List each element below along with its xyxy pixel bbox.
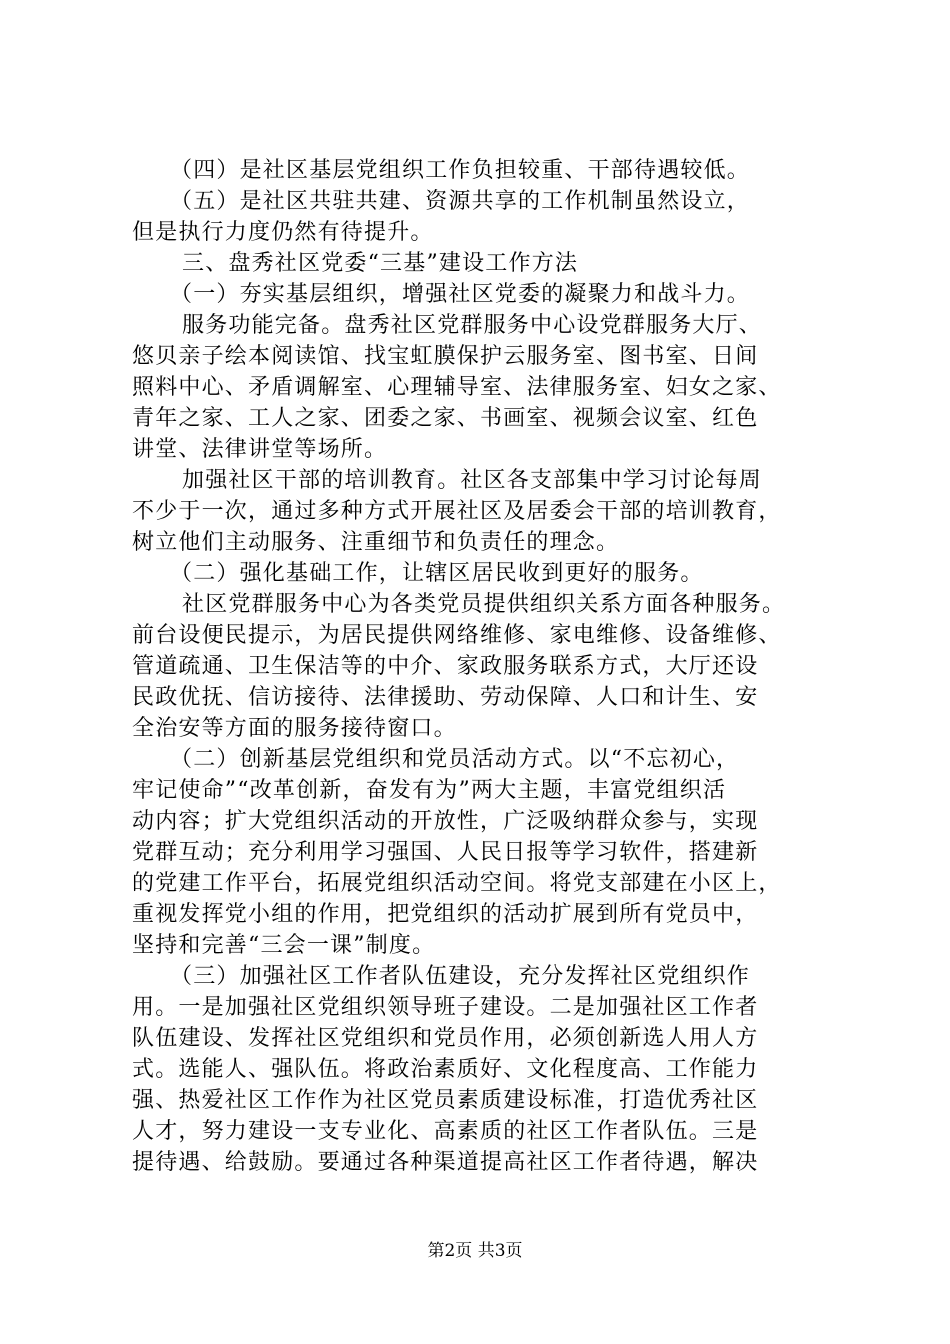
section-heading: 三、盘秀社区党委“三基”建设工作方法 bbox=[182, 251, 579, 276]
paragraph-line: 强、热爱社区工作作为社区党员素质建设标准，打造优秀社区 bbox=[132, 1088, 759, 1113]
paragraph-line: 用。一是加强社区党组织领导班子建设。二是加强社区工作者 bbox=[132, 995, 759, 1020]
paragraph-line: 动内容；扩大党组织活动的开放性，广泛吸纳群众参与，实现 bbox=[132, 809, 759, 834]
paragraph-line: 式。选能人、强队伍。将政治素质好、文化程度高、工作能力 bbox=[132, 1057, 759, 1082]
paragraph-line: 青年之家、工人之家、团委之家、书画室、视频会议室、红色 bbox=[132, 406, 759, 431]
paragraph-line: 民政优抚、信访接待、法律援助、劳动保障、人口和计生、安 bbox=[132, 685, 759, 710]
paragraph-line: （三）加强社区工作者队伍建设，充分发挥社区党组织作 bbox=[170, 964, 751, 989]
paragraph-line: 管道疏通、卫生保洁等的中介、家政服务联系方式，大厅还设 bbox=[132, 654, 759, 679]
paragraph-line: 照料中心、矛盾调解室、心理辅导室、法律服务室、妇女之家、 bbox=[132, 375, 782, 400]
paragraph-line: （五）是社区共驻共建、资源共享的工作机制虽然设立， bbox=[170, 189, 751, 214]
paragraph-line: 加强社区干部的培训教育。社区各支部集中学习讨论每周 bbox=[182, 468, 763, 493]
paragraph-line: 树立他们主动服务、注重细节和负责任的理念。 bbox=[132, 530, 620, 555]
paragraph-line: 但是执行力度仍然有待提升。 bbox=[132, 220, 434, 245]
paragraph-line: （二）创新基层党组织和党员活动方式。以“不忘初心， bbox=[170, 747, 740, 772]
paragraph-line: 提待遇、给鼓励。要通过各种渠道提高社区工作者待遇，解决 bbox=[132, 1150, 759, 1175]
paragraph-line: 服务功能完备。盘秀社区党群服务中心设党群服务大厅、 bbox=[182, 313, 763, 338]
paragraph-line: 全治安等方面的服务接待窗口。 bbox=[132, 716, 457, 741]
paragraph-line: 牢记使命”“改革创新，奋发有为”两大主题，丰富党组织活 bbox=[132, 778, 727, 803]
paragraph-line: 人才，努力建设一支专业化、高素质的社区工作者队伍。三是 bbox=[132, 1119, 759, 1144]
subsection-heading: （二）强化基础工作，让辖区居民收到更好的服务。 bbox=[170, 561, 704, 586]
paragraph-line: 悠贝亲子绘本阅读馆、找宝虹膜保护云服务室、图书室、日间 bbox=[132, 344, 759, 369]
page-number-footer: 第2页 共3页 bbox=[427, 1241, 523, 1261]
paragraph-line: 不少于一次，通过多种方式开展社区及居委会干部的培训教育， bbox=[132, 499, 782, 524]
paragraph-line: 前台设便民提示，为居民提供网络维修、家电维修、设备维修、 bbox=[132, 623, 782, 648]
subsection-heading: （一）夯实基层组织，增强社区党委的凝聚力和战斗力。 bbox=[170, 282, 751, 307]
paragraph-line: 重视发挥党小组的作用，把党组织的活动扩展到所有党员中， bbox=[132, 902, 759, 927]
paragraph-line: 社区党群服务中心为各类党员提供组织关系方面各种服务。 bbox=[182, 592, 786, 617]
paragraph-line: 党群互动；充分利用学习强国、人民日报等学习软件，搭建新 bbox=[132, 840, 759, 865]
paragraph-line: （四）是社区基层党组织工作负担较重、干部待遇较低。 bbox=[170, 158, 751, 183]
paragraph-line: 讲堂、法律讲堂等场所。 bbox=[132, 437, 388, 462]
body-text bbox=[132, 155, 832, 1178]
paragraph-line: 坚持和完善“三会一课”制度。 bbox=[132, 933, 436, 958]
paragraph-line: 的党建工作平台，拓展党组织活动空间。将党支部建在小区上， bbox=[132, 871, 782, 896]
paragraph-line: 队伍建设、发挥社区党组织和党员作用，必须创新选人用人方 bbox=[132, 1026, 759, 1051]
